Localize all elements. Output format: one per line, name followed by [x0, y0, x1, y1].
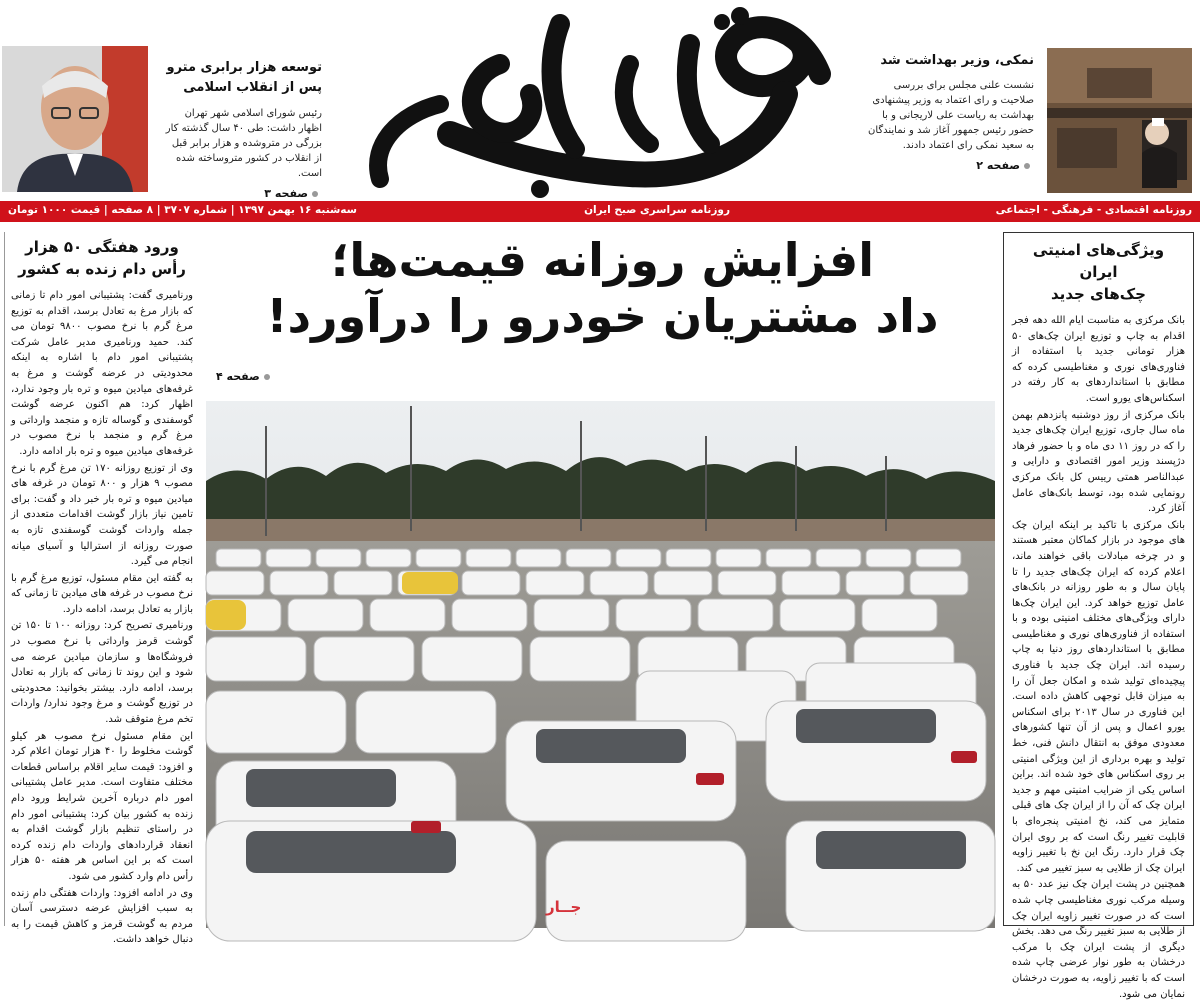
- top-right-page-ref[interactable]: صفحه ۲: [859, 159, 1034, 172]
- paragraph: بانک مرکزی به مناسبت ایام الله دهه فجر اقدام به چاپ و توزیع ایران چک‌های ۵۰ هزار تومانی جدید با استفاده از فناوری‌های نوری و مغناطیسی کرده که مطابق با استانداردهای به کار رفته در اسکناس‌های یورو است.: [1012, 315, 1185, 404]
- right-article[interactable]: [1003, 232, 1194, 1000]
- masthead-logo-graphic: [330, 4, 850, 204]
- left-article-title: ورود هفتگی ۵۰ هزار رأس دام زنده به کشور: [18, 238, 186, 278]
- top-left-title: توسعه هزار برابری مترو پس از انقلاب اسلامی: [166, 60, 322, 95]
- paragraph: بانک مرکزی با تاکید بر اینکه ایران چک های موجود در بازار کماکان معتبر هستند و در چرخه مبادلات باقی خواهند ماند، اعلام کرده که ایران چک‌های جدید را تا پایان سال و به طور روزانه در بانک‌های عامل توزیع خواهد کرد. این ایران چک‌ها دارای ویژگی‌های مختلف امنیتی بوده و با استفاده از فناوری‌های نوری و مغناطیسی مطابق با استانداردهای روز دنیا به چاپ رسیده اند. ایران چک جدید با فناوری پیچیده‌ای تولید شده و امکان جعل آن را به میزان قابل توجهی کاهش داده است. این فناوری در سال ۲۰۱۳ برای اسکناس یورو اعمال و پس از آن تنها کشورهای معدودی موفق به انتقال دانش فنی، خط تولید و بهره برداری از این ویژگی امنیتی بر روی اسکناس های خود شده اند. براین اساس یکی از ضرایب امنیتی مهم و جدید ایران چک که آن را از ایران چک های قبلی متمایز می کند، نخ امنیتی پنجره‌ای با قابلیت تغییر رنگ است که بر روی ایران چک قرار دارد. رنگ این نخ با تغییر زاویه ایران چک از طلایی به سبز تغییر می کند.: [1012, 519, 1185, 874]
- top-right-title: نمکی، وزیر بهداشت شد: [880, 53, 1034, 68]
- top-left-teaser[interactable]: [0, 44, 330, 200]
- headline-line-1: افزایش روزانه قیمت‌ها؛: [330, 233, 875, 287]
- paper-type: روزنامه اقتصادی - فرهنگی - اجتماعی: [995, 204, 1192, 216]
- left-article-body: [11, 288, 193, 948]
- photo-credit: جــار: [546, 898, 582, 916]
- cars-photo-graphic: [206, 401, 995, 928]
- paragraph: ورنامیری تصریح کرد: روزانه ۱۰۰ تا ۱۵۰ تن گوشت قرمز وارداتی با نرخ مصوب در فروشگاه‌ها و سازمان میادین عرضه می شود و این روند تا زمانی که بازار به تعادل برسد، ادامه دارد. بیشتر بخوانید: محدودیتی در توزیع گوشت و مرغ وجود ندارد/ واردات تخم مرغ متوقف شد.: [11, 620, 194, 726]
- paper-tagline: روزنامه سراسری صبح ایران: [584, 204, 730, 216]
- paragraph: این مقام مسئول نرخ مصوب هر کیلو گوشت مخلوط را ۴۰ هزار تومان اعلام کرد و افزود: قیمت سایر اقلام براساس قطعات مختلف متفاوت است. مدیر عامل پشتیبانی امور دام درباره آخرین شرایط ورود دام زنده به کشور بیان کرد: پشتیبانی امور دام در راستای تنظیم بازار گوشت اقدام به انعقاد قراردادهای واردات دام زنده کرده است که بر این اساس هر هفته ۵۰ هزار رأس دام وارد کشور می شود.: [11, 730, 193, 882]
- top-left-text: [162, 58, 322, 200]
- headline-page-ref[interactable]: صفحه ۴: [216, 370, 274, 383]
- top-right-body: نشست علنی مجلس برای بررسی صلاحیت و رای اعتماد به وزیر پیشنهادی بهداشت به ریاست علی لاریجانی و با حضور رئیس جمهور آغاز شد و نمایندگان به سعید نمکی رای اعتماد دادند.: [867, 80, 1034, 151]
- paragraph: به گفته این مقام مسئول، توزیع مرغ گرم با نرخ مصوب در غرفه های میادین تا زمانی که بازار به تعادل برسد، ادامه دارد.: [11, 572, 193, 615]
- main-headline[interactable]: [210, 232, 995, 383]
- bullet-icon: [312, 191, 318, 197]
- bullet-icon: [264, 374, 270, 380]
- left-article[interactable]: [4, 232, 199, 946]
- right-article-body: [1012, 313, 1185, 1002]
- paragraph: ورنامیری گفت: پشتیبانی امور دام تا زمانی که بازار مرغ به تعادل برسد، اقدام به توزیع مرغ گرم با نرخ مصوب ۹۸۰۰ تومان می کند. حمید ورنامیری مدیر عامل شرکت پشتیبانی امور دام با اشاره به اینکه محدودیتی در عرضه گوشت و مرغ به غرفه‌های میادین میوه و تره بار وجود ندارد، اظهار کرد: هم اکنون عرضه گوشت گوسفندی و گوساله تازه و منجمد وارداتی و مرغ گرم و منجمد با نرخ مصوب در غرفه‌های میادین میوه و تره بار ادامه دارد.: [11, 290, 193, 457]
- parliament-photo: [1047, 48, 1192, 193]
- paragraph: همچنین در پشت ایران چک نیز عدد ۵۰ به وسیله مرکب نوری مغناطیسی چاپ شده است که در صورت تغییر زاویه ایران چک از طلایی به سبز تغییر رنگ می دهد. بخش دیگری از پشت ایران چک با مرکب درخشان به طور نوار عرضی چاپ شده است که با تغییر زاویه، به صورت درخشان نمایان می شود.: [1012, 879, 1185, 1000]
- paragraph: وی از توزیع روزانه ۱۷۰ تن مرغ گرم با نرخ مصوب ۹ هزار و ۸۰۰ تومان در غرفه های میادین میوه و تره بار خبر داد و گفت: برای تامین نیاز بازار گوشت اقدامات متعددی از جمله واردات گوشت گوسفندی تازه به صورت روزانه از استرالیا و آسیای میانه انجام می گیرد.: [11, 462, 193, 568]
- bullet-icon: [1024, 163, 1030, 169]
- masthead-logo: [330, 4, 850, 204]
- headline-line-2: داد مشتریان خودرو را درآورد!: [266, 289, 939, 343]
- portrait-photo: [2, 46, 148, 192]
- right-article-title: ویژگی‌های امنیتی ایران چک‌های جدید: [1032, 241, 1165, 303]
- issue-info: سه‌شنبه ۱۶ بهمن ۱۳۹۷ | شماره ۳۷۰۷ | ۸ صفحه | قیمت ۱۰۰۰ تومان: [8, 204, 358, 216]
- top-left-body: رئیس شورای اسلامی شهر تهران اظهار داشت: طی ۴۰ سال گذشته کار بزرگی در متروشده و هزار برابر قبل از انقلاب در کشور متروساخته شده است.: [165, 108, 322, 179]
- paragraph: بانک مرکزی از روز دوشنبه پانزدهم بهمن ماه سال جاری، توزیع ایران چک‌های جدید را که در روز ۱۱ دی ماه و با حضور فرهاد دژپسند وزیر امور اقتصادی و دارایی و عبدالناصر همتی رییس کل بانک مرکزی رونمایی شده بود، توسط بانک‌های عامل آغاز کرد.: [1012, 409, 1185, 515]
- top-right-text: [859, 52, 1034, 172]
- paragraph: وی در ادامه افزود: واردات هفتگی دام زنده به سبب افزایش عرضه دسترسی آسان مردم به گوشت قرمز و کاهش قیمت را به دنبال خواهد داشت.: [11, 887, 193, 946]
- info-bar: [0, 201, 1200, 222]
- top-right-teaser[interactable]: [857, 44, 1192, 194]
- cars-parking-photo: [206, 401, 995, 928]
- top-left-page-ref[interactable]: صفحه ۳: [162, 187, 322, 200]
